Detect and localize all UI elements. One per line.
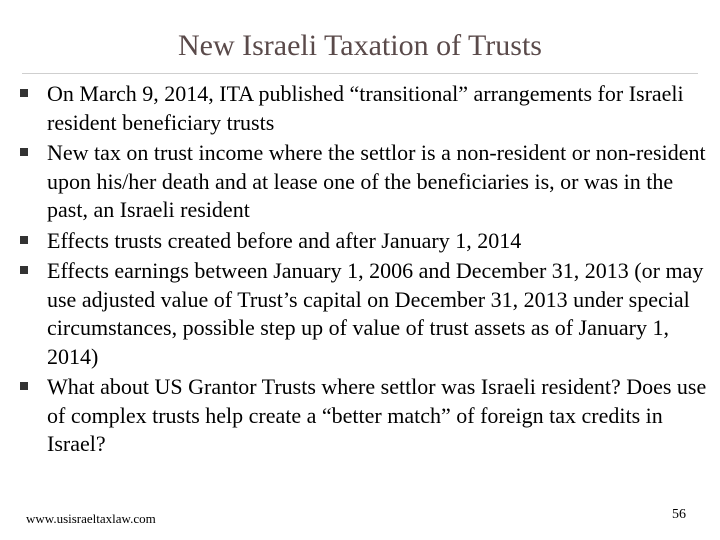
- square-bullet-icon: [20, 148, 28, 156]
- footer-website-link[interactable]: www.usisraeltaxlaw.com: [26, 511, 156, 526]
- square-bullet-icon: [20, 89, 28, 97]
- bullet-item: [18, 227, 708, 256]
- title-divider: [22, 73, 698, 74]
- bullet-item: [18, 80, 708, 137]
- bullet-text: What about US Grantor Trusts where settlor was Israeli resident? Does use of complex trusts help create a “better match” of foreign tax credits in Israel?: [47, 374, 707, 456]
- bullet-item: [18, 257, 708, 371]
- bullet-item: [18, 139, 708, 225]
- slide-title: New Israeli Taxation of Trusts: [178, 29, 542, 62]
- square-bullet-icon: [20, 236, 28, 244]
- bullet-text: Effects earnings between January 1, 2006 and December 31, 2013 (or may use adjusted value of Trust’s capital on December 31, 2013 under special circumstances, possible step up of value of trust assets as of January 1, 2014): [47, 258, 704, 369]
- bullet-text: Effects trusts created before and after January 1, 2014: [47, 227, 522, 253]
- bullet-text: On March 9, 2014, ITA published “transitional” arrangements for Israeli resident beneficiary trusts: [47, 81, 684, 135]
- bullet-item: [18, 373, 708, 459]
- square-bullet-icon: [20, 266, 28, 274]
- square-bullet-icon: [20, 382, 28, 390]
- bullet-list: [18, 80, 708, 461]
- page-number: 56: [672, 507, 686, 522]
- bullet-text: New tax on trust income where the settlor is a non-resident or non-resident upon his/her death and at lease one of the beneficiaries is, or was in the past, an Israeli resident: [47, 140, 706, 222]
